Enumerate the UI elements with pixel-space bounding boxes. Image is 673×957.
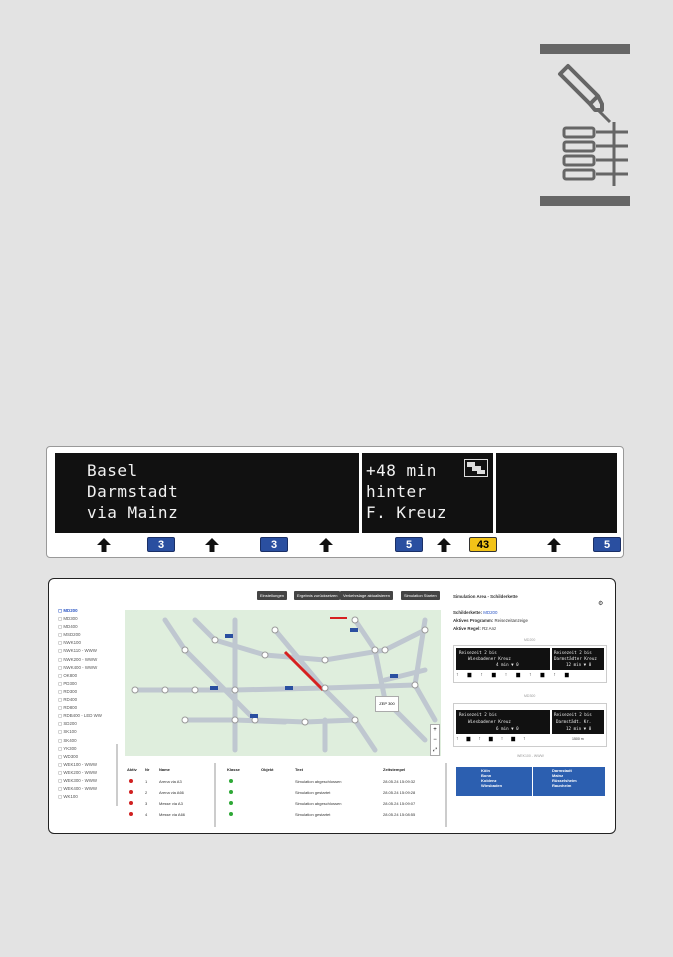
sidebar-item[interactable]	[58, 737, 118, 745]
log-timestamp: 28.05.24 15:09:28	[383, 790, 416, 795]
section-label: MD300	[524, 694, 536, 698]
sidebar-item-label: MD300	[63, 616, 78, 622]
map-zoom-controls[interactable]	[430, 724, 440, 756]
folder-icon: ▢	[58, 624, 64, 630]
distance-label: 1500 m	[572, 737, 584, 741]
destination-label: Mainz	[552, 773, 564, 778]
destination-label: Darmstadt	[552, 768, 572, 773]
sidebar-item-label: YK300	[63, 745, 77, 751]
mini-lane-row: ↑▆↑▆↑▆↑▆↑▆	[456, 672, 578, 678]
vms-line: Basel	[87, 461, 138, 480]
simulation-app-window	[48, 578, 616, 834]
log-timestamp: 28.05.24 15:08:55	[383, 812, 416, 817]
folder-icon: ▢	[58, 761, 64, 767]
sidebar-item-label: SK100	[63, 729, 77, 735]
log-scrollbar[interactable]	[445, 763, 447, 827]
folder-icon: ▢	[58, 745, 64, 751]
vms-line: F. Kreuz	[366, 503, 448, 522]
sidebar-item[interactable]	[58, 785, 118, 793]
sidebar-item-label: PD300	[63, 680, 77, 686]
sidebar-item-label: RD400	[63, 697, 78, 703]
sidebar-item-label: MD400	[63, 624, 78, 630]
rule-row: Aktive Regel: R2 Anz	[453, 626, 497, 631]
column-header[interactable]: Text	[295, 767, 303, 772]
log-text: Simulation abgeschlossen	[295, 801, 342, 806]
rules-table	[127, 767, 217, 827]
lane-badge: 5	[395, 537, 423, 552]
sidebar-item[interactable]	[58, 680, 118, 688]
folder-icon: ▢	[58, 640, 64, 646]
gear-icon[interactable]: ⚙	[598, 601, 604, 607]
up-arrow-icon	[97, 538, 111, 552]
chain-row: Schilderkette: MD200	[453, 610, 498, 615]
sidebar-item[interactable]	[58, 656, 118, 664]
sidebar-item-label: RDB400 - LED WW	[63, 713, 102, 719]
inactive-status-icon[interactable]	[129, 801, 133, 805]
sidebar-item[interactable]	[58, 761, 118, 769]
folder-icon: ▢	[58, 648, 64, 654]
folder-icon: ▢	[58, 664, 64, 670]
folder-icon: ▢	[58, 794, 64, 800]
fullscreen-icon[interactable]: ⤢	[432, 747, 437, 753]
rule-number: 4	[145, 812, 148, 817]
sidebar-item-label: WEK100 - WWW	[63, 761, 98, 767]
map-tooltip: ZEP 300	[375, 696, 399, 712]
folder-icon: ▢	[58, 680, 64, 686]
folder-icon: ▢	[58, 656, 64, 662]
up-arrow-icon	[319, 538, 333, 552]
destination-label: Wiesbaden	[481, 783, 503, 788]
folder-icon: ▢	[58, 616, 64, 622]
rule-number: 3	[145, 801, 148, 806]
column-header[interactable]: Objekt	[261, 767, 274, 772]
sidebar-item[interactable]	[58, 745, 118, 753]
destination-label: Raunheim	[552, 783, 572, 788]
folder-icon: ▢	[58, 672, 64, 678]
sidebar-scrollbar[interactable]	[116, 744, 118, 806]
traffic-jam-icon	[464, 459, 488, 477]
lane-badge: 3	[147, 537, 175, 552]
zoom-in-icon[interactable]: +	[433, 727, 437, 733]
sidebar-item-label: MSD200	[63, 632, 81, 638]
folder-icon: ▢	[58, 753, 64, 759]
log-timestamp: 28.05.24 15:09:07	[383, 801, 416, 806]
reset-result-button[interactable]: Ergebnis zurücksetzen	[294, 591, 340, 600]
direction-sign-right-text	[552, 768, 577, 788]
column-header: Aktiv	[127, 767, 137, 772]
vms-line: hinter	[366, 482, 427, 501]
inactive-status-icon[interactable]	[129, 779, 133, 783]
sidebar-item[interactable]	[58, 793, 118, 801]
folder-icon: ▢	[58, 688, 64, 694]
sidebar-item[interactable]	[58, 623, 118, 631]
up-arrow-icon	[205, 538, 219, 552]
panel-title: Simulation Area - Schilderkette	[453, 594, 518, 599]
column-header[interactable]: Zeitstempel	[383, 767, 406, 772]
mini-lane-row: ↑▆↑▆↑▆↑	[456, 736, 534, 742]
program-row: Aktives Programm: Reisezeitanzeige	[453, 618, 528, 623]
sidebar-item[interactable]	[58, 696, 118, 704]
rules-scrollbar[interactable]	[214, 763, 216, 827]
sidebar-item[interactable]	[58, 720, 118, 728]
vms-line: +48 min	[366, 461, 437, 480]
rule-name[interactable]: Arena via A66	[159, 790, 184, 795]
rule-number: 2	[145, 790, 148, 795]
sidebar-item-label: NWK200 - WWW	[63, 656, 98, 662]
up-arrow-icon	[547, 538, 561, 552]
lane-badge: 43	[469, 537, 497, 552]
folder-icon: ▢	[58, 705, 64, 711]
sign-chain-list	[58, 607, 118, 801]
log-table	[227, 767, 445, 827]
lane-indicator-row	[47, 535, 623, 555]
folder-icon: ▢	[58, 632, 64, 638]
sidebar-item[interactable]	[58, 639, 118, 647]
sidebar-item-label: WD300	[63, 753, 79, 759]
log-text: Simulation abgeschlossen	[295, 779, 342, 784]
start-simulation-button[interactable]: Simulation Starten	[401, 591, 440, 600]
sidebar-item-label: SD200	[63, 721, 77, 727]
rule-number: 1	[145, 779, 148, 784]
sidebar-item[interactable]	[58, 664, 118, 672]
section-label: WEK100 - WWW	[517, 754, 544, 758]
direction-sign-left-text	[481, 768, 502, 788]
log-timestamp: 28.05.24 15:09:32	[383, 779, 416, 784]
sidebar-item[interactable]	[58, 615, 118, 623]
sidebar-item-label: RD800	[63, 705, 78, 711]
log-text: Simulation gestartet	[295, 790, 331, 795]
vms-sign-panel	[46, 446, 624, 558]
sidebar-item-label: NWK110 - WWW	[63, 648, 97, 654]
rule-name[interactable]: Arena via A3	[159, 779, 182, 784]
section-label: MD200	[524, 638, 536, 642]
folder-icon: ▢	[58, 608, 64, 613]
sidebar-item-label: RD300	[63, 688, 78, 694]
success-icon	[229, 801, 233, 805]
sign-preview-2: Reisezeit 2 bis Wiesbadener Kreuz 6 min ▼ 0 Reisezeit 2 bis Darmstädt. Kr. 12 min ▼ 0 ↑▆↑▆↑▆↑ 1500 m	[453, 703, 607, 747]
sidebar-item[interactable]	[58, 647, 118, 655]
rule-name[interactable]: Messe via A3	[159, 801, 183, 806]
column-header: Name	[159, 767, 170, 772]
sidebar-item-label: WEK400 - WWW	[63, 786, 98, 792]
sidebar-item[interactable]	[58, 712, 118, 720]
vms-display-blank	[496, 453, 617, 533]
inactive-status-icon[interactable]	[129, 812, 133, 816]
sidebar-item-label: NWK100	[63, 640, 81, 646]
folder-icon: ▢	[58, 777, 64, 783]
sidebar-item-label: NWK400 - WWW	[63, 664, 98, 670]
sidebar-item-label: OK800	[63, 672, 78, 678]
vms-display-main	[55, 453, 359, 533]
destination-label: Bonn	[481, 773, 492, 778]
column-header: Nr	[145, 767, 150, 772]
up-arrow-icon	[437, 538, 451, 552]
update-traffic-button[interactable]: Verkehrslage aktualisieren	[340, 591, 393, 600]
vms-line: via Mainz	[87, 503, 179, 522]
lane-badge: 3	[260, 537, 288, 552]
folder-icon: ▢	[58, 697, 64, 703]
sign-preview-1: Reisezeit 2 bis Wiesbadener Kreuz 4 min ▼ 0 Reisezeit 2 bis Darmstädter Kreuz 12 min ▼ 0 ↑▆↑▆↑▆↑▆↑▆	[453, 645, 607, 683]
folder-icon: ▢	[58, 786, 64, 792]
destination-label: Köln	[481, 768, 490, 773]
destination-label: Rüsselsheim	[552, 778, 577, 783]
sidebar-item[interactable]	[58, 672, 118, 680]
sidebar-item-label: SK400	[63, 737, 77, 743]
log-text: Simulation gestartet	[295, 812, 331, 817]
sidebar-item-label: MD200	[63, 608, 78, 613]
folder-icon: ▢	[58, 737, 64, 743]
vms-display-delay	[362, 453, 493, 533]
vms-line: Darmstadt	[87, 482, 179, 501]
sidebar-item[interactable]	[58, 728, 118, 736]
sidebar-item[interactable]	[58, 607, 118, 615]
success-icon	[229, 812, 233, 816]
folder-icon: ▢	[58, 721, 64, 727]
pen-and-list-icon	[540, 44, 630, 206]
sidebar-item[interactable]	[58, 704, 118, 712]
sidebar-item[interactable]	[58, 769, 118, 777]
sidebar-item-label: WEK300 - WWW	[63, 777, 98, 783]
map-canvas	[125, 610, 441, 756]
road-network-map[interactable]	[125, 610, 441, 756]
inactive-status-icon[interactable]	[129, 790, 133, 794]
folder-icon: ▢	[58, 713, 64, 719]
folder-icon: ▢	[58, 729, 64, 735]
destination-label: Koblenz	[481, 778, 497, 783]
success-icon	[229, 779, 233, 783]
lane-badge: 5	[593, 537, 621, 552]
settings-button[interactable]: Einstellungen	[257, 591, 287, 600]
success-icon	[229, 790, 233, 794]
zoom-out-icon[interactable]: −	[433, 737, 437, 743]
sidebar-item-label: WK100	[63, 794, 78, 800]
sidebar-item-label: WEK200 - WWW	[63, 769, 98, 775]
sidebar-item[interactable]	[58, 688, 118, 696]
rule-name[interactable]: Messe via A66	[159, 812, 186, 817]
column-header[interactable]: Klasse	[227, 767, 240, 772]
sidebar-item[interactable]	[58, 753, 118, 761]
sidebar-item[interactable]	[58, 777, 118, 785]
folder-icon: ▢	[58, 769, 64, 775]
sidebar-item[interactable]	[58, 631, 118, 639]
